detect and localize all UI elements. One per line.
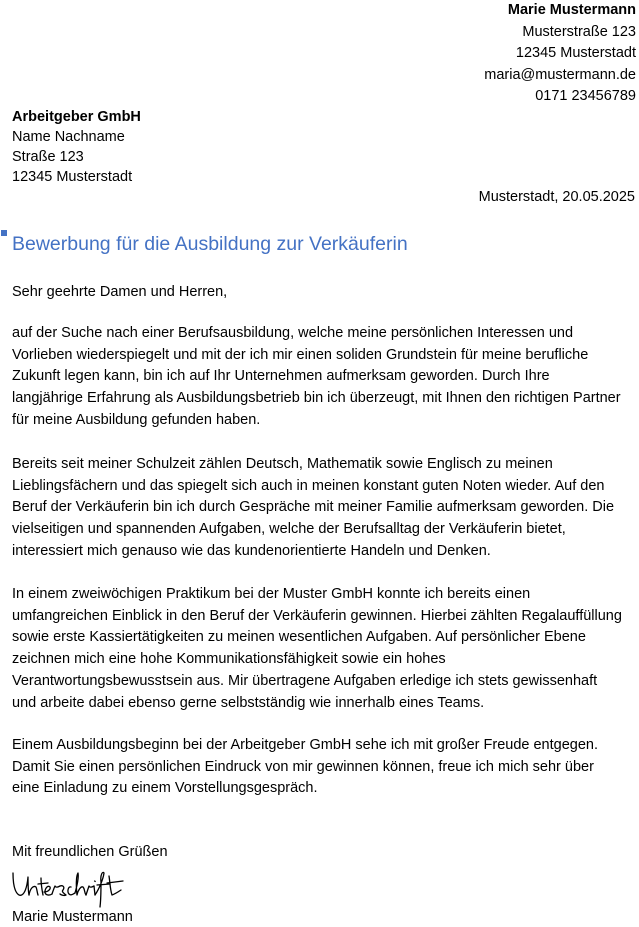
body-paragraph-3 bbox=[12, 584, 622, 714]
signature-stroke bbox=[44, 886, 52, 895]
handwritten-signature bbox=[10, 870, 130, 910]
body-line: sowie erste Kassiertätigkeiten zu meinen wesentlichen Aufgaben. Auf persönlicher Ebene bbox=[12, 629, 586, 646]
recipient-contact: Name Nachname bbox=[12, 129, 125, 145]
body-line: für meine Ausbildung gefunden haben. bbox=[12, 411, 261, 428]
body-line: In einem zweiwöchigen Praktikum bei der Muster GmbH konnte ich bereits einen bbox=[12, 586, 531, 602]
sender-block bbox=[484, 0, 636, 108]
body-line: eine Einladung zu einem Vorstellungsgespräch. bbox=[12, 780, 318, 797]
body-line: Bereits seit meiner Schulzeit zählen Deutsch, Mathematik sowie Englisch zu meinen bbox=[12, 456, 553, 472]
signature-stroke bbox=[68, 887, 75, 895]
sender-email: maria@mustermann.de bbox=[484, 66, 636, 83]
signature-stroke bbox=[60, 886, 66, 896]
body-line: Beruf der Verkäuferin bin ich durch Gespräche mit meiner Familie aufmerksam geworden. Die bbox=[12, 499, 615, 516]
signature-stroke bbox=[97, 884, 110, 885]
body-line: interessiert mich genauso wie das kundenorientierte Handeln und Denken. bbox=[12, 542, 491, 559]
date-line: Musterstadt, 20.05.2025 bbox=[478, 189, 635, 205]
recipient-company: Arbeitgeber GmbH bbox=[12, 109, 141, 125]
sender-street: Musterstraße 123 bbox=[522, 23, 636, 40]
body-line: umfangreichen Einblick in den Beruf der Verkäuferin gewinnen. Hierbei zählten Regalauffüllung bbox=[12, 607, 622, 624]
signatory-name: Marie Mustermann bbox=[12, 909, 133, 925]
body-line: langjährige Erfahrung als Ausbildungsbetrieb bin ich überzeugt, mit Ihnen den richtigen Partner bbox=[12, 390, 621, 407]
signature-stroke bbox=[75, 873, 86, 895]
subject-heading: Bewerbung für die Ausbildung zur Verkäuferin bbox=[12, 233, 408, 255]
body-line: Einem Ausbildungsbeginn bei der Arbeitgeber GmbH sehe ich mit großer Freude entgegen. bbox=[12, 737, 598, 753]
signature-stroke bbox=[13, 873, 29, 895]
body-paragraph-2 bbox=[12, 454, 614, 563]
body-paragraph-4 bbox=[12, 735, 598, 800]
signature-stroke bbox=[52, 886, 60, 894]
heading-marker bbox=[1, 230, 7, 236]
signature-stroke bbox=[86, 886, 94, 895]
body-line: auf der Suche nach einer Berufsausbildung, welche meine persönlichen Interessen und bbox=[12, 325, 574, 341]
closing: Mit freundlichen Grüßen bbox=[12, 844, 168, 860]
body-line: zeichnen mich eine hohe Kommunikationsfähigkeit sowie ein hohes bbox=[12, 651, 446, 668]
recipient-street: Straße 123 bbox=[12, 149, 84, 165]
body-line: Lieblingsfächern und das spiegelt sich auch in meinen konstant guten Noten wieder. Auf den bbox=[12, 477, 605, 494]
recipient-block bbox=[12, 107, 141, 187]
body-line: Damit Sie einen persönlichen Eindruck von mir gewinnen können, freue ich mich sehr über bbox=[12, 758, 594, 775]
body-line: und arbeite dabei ebenso gerne selbstständig wie innerhalb eines Teams. bbox=[12, 694, 485, 711]
body-line: Zukunft legen kann, bin ich auf Ihr Unternehmen aufmerksam geworden. Durch Ihre bbox=[12, 368, 550, 385]
signature-stroke bbox=[41, 878, 43, 895]
body-line: vielseitigen und spannenden Aufgaben, welche der Berufsalltag der Verkäuferin bietet, bbox=[12, 521, 566, 538]
body-line: Vorlieben wiederspiegelt und mit der ich mir einen soliden Grundstein für meine berufliche bbox=[12, 346, 589, 363]
signature-stroke bbox=[109, 876, 121, 895]
signature-stroke bbox=[29, 886, 38, 895]
body-line: Verantwortungsbewusstsein aus. Mir übertragene Aufgaben erledige ich stets gewissenhaft bbox=[12, 672, 598, 689]
recipient-city: 12345 Musterstadt bbox=[12, 169, 133, 185]
signature-stroke bbox=[94, 886, 95, 895]
signature-stroke bbox=[38, 883, 48, 884]
salutation: Sehr geehrte Damen und Herren, bbox=[12, 284, 228, 300]
signature-stroke bbox=[95, 872, 104, 907]
body-paragraph-1 bbox=[12, 323, 621, 432]
sender-phone: 0171 23456789 bbox=[535, 88, 636, 104]
sender-city: 12345 Musterstadt bbox=[515, 45, 636, 61]
sender-name: Marie Mustermann bbox=[507, 2, 636, 18]
